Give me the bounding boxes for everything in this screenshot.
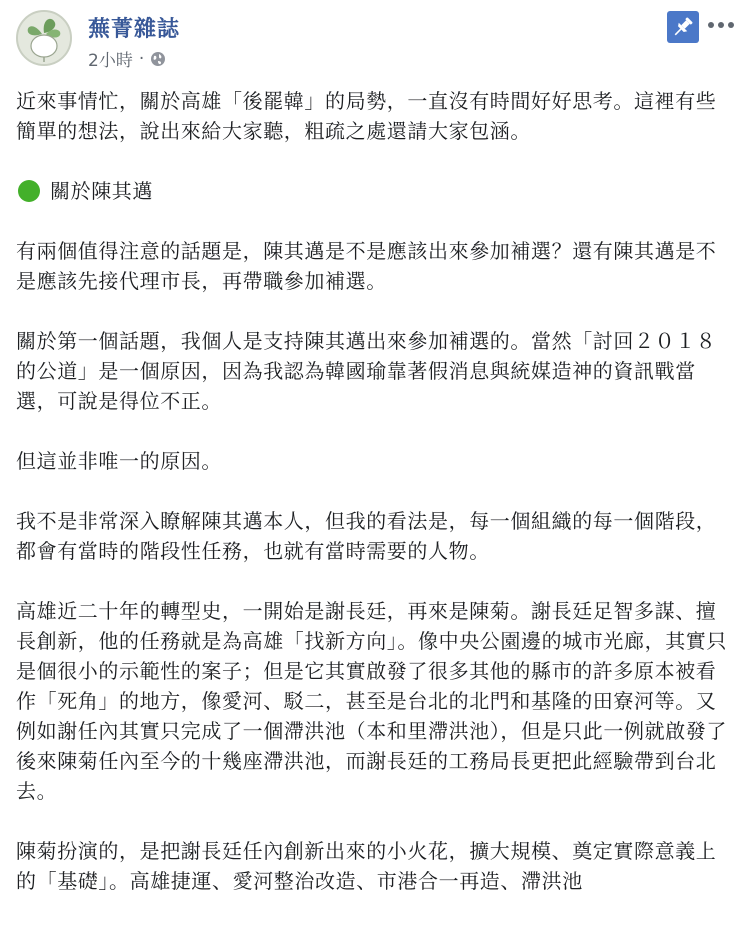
pin-button[interactable] [667,11,699,43]
pin-icon [667,11,699,43]
post-paragraph: 陳菊扮演的，是把謝長廷任內創新出來的小火花，擴大規模、奠定實際意義上的「基礎」。高雄捷運、愛河整治改造、市港合一再造、滯洪池 [16,839,717,893]
section-heading [16,176,732,206]
post-paragraph: 近來事情忙，關於高雄「後罷韓」的局勢，一直沒有時間好好思考。這裡有些簡單的想法，說出來給大家聽，粗疏之處還請大家包涵。 [16,89,717,143]
post-paragraph: 但這並非唯一的原因。 [16,449,222,473]
post-timestamp[interactable]: 2小時 [88,51,133,71]
page-name-link[interactable]: 蕪菁雜誌 [88,17,181,42]
more-options-button[interactable] [706,8,736,38]
post-paragraph: 我不是非常深入瞭解陳其邁本人，但我的看法是，每一個組織的每一個階段，都會有當時的階段性任務，也就有當時需要的人物。 [16,509,717,563]
post-body [16,86,732,926]
meta-separator: · [138,48,145,69]
post-header [0,0,744,80]
section-heading-text: 關於陳其邁 [50,179,153,203]
post-paragraph: 關於第一個話題，我個人是支持陳其邁出來參加補選的。當然「討回２０１８的公道」是一個原因，因為我認為韓國瑜靠著假消息與統媒造神的資訊戰當選，可說是得位不正。 [16,329,717,413]
post-meta [88,46,166,71]
post-paragraph: 有兩個值得注意的話題是，陳其邁是不是應該出來參加補選？還有陳其邁是不是應該先接代理市長，再帶職參加補選。 [16,239,717,293]
more-dots-icon [708,22,714,28]
post-paragraph: 高雄近二十年的轉型史，一開始是謝長廷，再來是陳菊。謝長廷足智多謀、擅長創新，他的任務就是為高雄「找新方向」。像中央公園邊的城市光廊，其實只是個很小的示範性的案子；但是它其實啟發了很多其他的縣市的許多原本被看作「死角」的地方，像愛河、駁二，甚至是台北的北門和基隆的田寮河等。又例如謝任內其實只完成了一個滯洪池（本和里滯洪池），但是只此一例就啟發了後來陳菊任內至今的十幾座滯洪池，而謝長廷的工務局長更把此經驗帶到台北去。 [16,599,727,803]
turnip-logo-icon[interactable] [16,10,72,66]
green-circle-icon [18,180,40,202]
globe-icon[interactable] [150,51,166,67]
